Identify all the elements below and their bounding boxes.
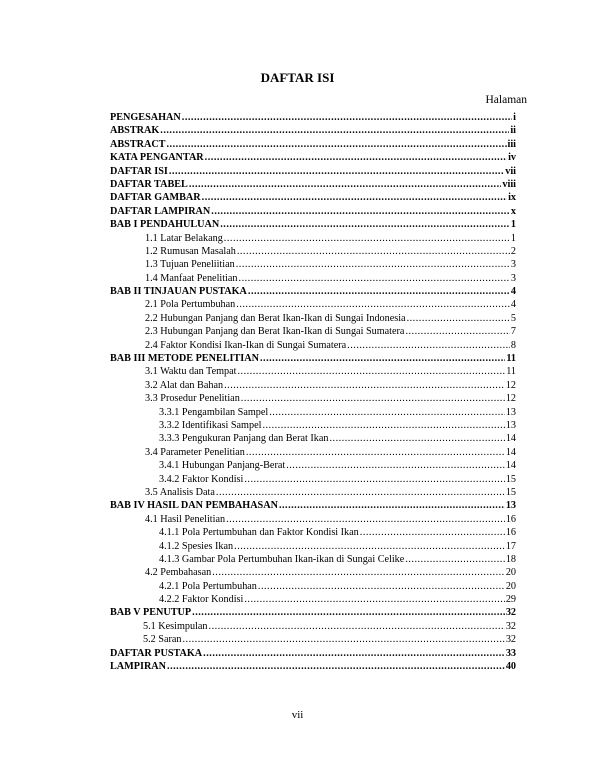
dot-leader [209,620,505,633]
toc-entry-label: 3.4.1 Hubungan Panjang-Berat [159,460,286,472]
toc-entry-page: 5 [510,312,516,324]
toc-entry-label: DAFTAR TABEL [110,178,188,190]
dot-leader [347,339,510,352]
dot-leader [246,446,505,459]
toc-entry-page: 8 [510,339,516,351]
toc-entry-page: iii [507,138,516,150]
toc-entry [110,205,516,218]
toc-entry-page: 13 [505,406,516,418]
toc-entry [110,245,516,258]
toc-entry-page: 4 [510,286,516,298]
dot-leader [205,151,507,164]
dot-leader [329,432,504,445]
toc-entry-page: 14 [505,433,516,445]
toc-entry [110,352,516,365]
toc-entry-page: 3 [510,259,516,271]
toc-entry [110,406,516,419]
toc-entry-page: 32 [505,620,516,632]
toc-entry-label: BAB IV HASIL DAN PEMBAHASAN [110,500,278,512]
toc-entry [110,526,516,539]
toc-entry [110,298,516,311]
page-number: vii [291,709,304,721]
dot-leader [260,352,505,365]
toc-entry-page: 11 [506,366,516,378]
dot-leader [167,660,505,673]
toc-entry-label: 1.3 Tujuan Peneliitian [145,259,235,271]
toc-entry [110,272,516,285]
toc-entry-label: 1.1 Latar Belakang [145,232,223,244]
toc-entry-page: 3 [510,272,516,284]
dot-leader [166,138,506,151]
toc-entry-page: 15 [505,473,516,485]
toc-entry-page: 7 [510,326,516,338]
toc-entry-label: 3.3.1 Pengambilan Sampel [159,406,269,418]
toc-entry-label: 2.1 Pola Pertumbuhan [145,299,236,311]
toc-entry-label: ABSTRACT [110,138,166,150]
toc-entry [110,647,516,660]
dot-leader [258,580,505,593]
page-title: DAFTAR ISI [260,70,335,85]
toc-entry-page: 1 [510,219,516,231]
halaman-label: Halaman [485,94,527,106]
toc-entry-label: 3.4.2 Faktor Kondisi [159,473,244,485]
dot-leader [262,419,504,432]
toc-entry [110,258,516,271]
toc-entry [110,111,516,124]
toc-entry [110,339,516,352]
dot-leader [212,566,505,579]
toc-entry-page: 33 [505,647,516,659]
toc-entry-page: 32 [505,607,516,619]
toc-entry-page: 2 [510,245,516,257]
toc-entry-page: 13 [505,500,516,512]
toc-entry-page: vii [505,165,516,177]
toc-entry-label: 4.1 Hasil Penelitian [145,513,226,525]
toc-entry-page: 29 [505,594,516,606]
dot-leader [182,633,504,646]
toc-entry-label: 4.2 Pembahasan [145,567,212,579]
toc-entry-page: i [513,112,516,123]
toc-entry [110,620,516,633]
toc-entry-label: 3.1 Waktu dan Tempat [145,366,237,378]
dot-leader [239,272,510,285]
toc-entry-page: 11 [506,353,516,365]
toc-entry-label: 3.3.3 Pengukuran Panjang dan Berat Ikan [159,433,329,445]
toc-entry-label: 4.1.2 Spesies Ikan [159,540,234,552]
toc-entry-label: 3.3.2 Identifikasi Sampel [159,419,262,431]
dot-leader [405,553,505,566]
dot-leader [248,285,510,298]
dot-leader [192,606,505,619]
toc-entry-label: 4.1.3 Gambar Pola Pertumbuhan Ikan-ikan di Sungai Celike [159,553,405,565]
toc-entry [110,499,516,512]
toc-entry-label: DAFTAR GAMBAR [110,192,201,204]
toc-entry [110,633,516,646]
dot-leader [244,473,504,486]
dot-leader [211,205,510,218]
dot-leader [279,499,505,512]
toc-entry-label: 2.3 Hubungan Panjang dan Berat Ikan-Ikan di Sungai Sumatera [145,326,405,338]
toc-entry-page: ix [508,192,516,204]
toc-entry [110,606,516,619]
dot-leader [244,593,504,606]
toc-entry-label: 2.4 Faktor Kondisi Ikan-Ikan di Sungai Sumatera [145,339,347,351]
toc-entry-page: viii [502,178,516,190]
toc-entry [110,593,516,606]
toc-entry [110,165,516,178]
toc-entry-label: BAB III METODE PENELITIAN [110,353,259,365]
toc-entry-label: LAMPIRAN [110,661,167,673]
toc-entry [110,513,516,526]
toc-entry [110,566,516,579]
toc-entry [110,419,516,432]
toc-entry-label: 1.4 Manfaat Penelitian [145,272,238,284]
dot-leader [269,406,505,419]
toc-entry-label: 4.2.1 Pola Pertumbuhan [159,580,257,592]
toc-entry-page: 20 [505,580,516,592]
toc-entry [110,218,516,231]
toc-entry-label: 4.2.2 Faktor Kondisi [159,594,244,606]
toc-entry [110,379,516,392]
toc-entry-label: PENGESAHAN [110,112,181,123]
toc-entry-label: 4.1.1 Pola Pertumbuhan dan Faktor Kondisi Ikan [159,527,359,539]
toc-entry [110,580,516,593]
toc-entry-page: 18 [505,553,516,565]
toc-entry [110,191,516,204]
dot-leader [160,124,509,137]
dot-leader [236,258,510,271]
dot-leader [189,178,502,191]
toc-entry-page: x [510,205,516,217]
dot-leader [405,325,509,338]
toc-entry-label: 3.5 Analisis Data [145,486,215,498]
dot-leader [237,365,505,378]
toc-entry-page: 15 [505,486,516,498]
toc-entry-page: 12 [505,393,516,405]
toc-entry [110,432,516,445]
toc-entry-label: ABSTRAK [110,125,160,137]
dot-leader [182,111,512,124]
toc-entry-page: 17 [505,540,516,552]
dot-leader [224,379,505,392]
toc-entry-label: 5.1 Kesimpulan [143,620,208,632]
toc-entry-page: 40 [505,661,516,673]
toc-entry-label: 3.4 Parameter Penelitian [145,446,245,458]
toc-entry-page: 13 [505,419,516,431]
toc-entry-label: 1.2 Rumusan Masalah [145,245,236,257]
toc-entry [110,540,516,553]
table-of-contents [110,111,516,673]
dot-leader [241,392,505,405]
toc-entry-label: BAB I PENDAHULUAN [110,219,220,231]
dot-leader [220,218,510,231]
toc-entry [110,138,516,151]
toc-entry-page: 4 [510,299,516,311]
toc-entry [110,151,516,164]
dot-leader [216,486,505,499]
toc-entry-page: iv [508,152,516,164]
dot-leader [224,232,510,245]
toc-entry [110,124,516,137]
toc-entry-page: 20 [505,567,516,579]
toc-entry-label: KATA PENGANTAR [110,152,204,164]
toc-entry [110,285,516,298]
toc-entry [110,473,516,486]
toc-entry-label: BAB II TINJAUAN PUSTAKA [110,286,247,298]
toc-entry-page: ii [510,125,516,137]
toc-entry [110,232,516,245]
toc-entry [110,660,516,673]
toc-entry [110,392,516,405]
toc-entry [110,459,516,472]
toc-entry [110,365,516,378]
dot-leader [236,298,510,311]
toc-entry-label: BAB V PENUTUP [110,607,192,619]
toc-entry-page: 32 [505,634,516,646]
dot-leader [234,540,505,553]
toc-entry-label: DAFTAR PUSTAKA [110,647,203,659]
toc-entry [110,325,516,338]
dot-leader [202,191,507,204]
dot-leader [407,312,510,325]
toc-entry [110,553,516,566]
toc-entry [110,312,516,325]
toc-entry-page: 16 [505,513,516,525]
toc-entry [110,178,516,191]
toc-entry-label: 5.2 Saran [143,634,182,646]
toc-entry-page: 16 [505,527,516,539]
toc-entry-page: 14 [505,446,516,458]
toc-entry [110,446,516,459]
toc-entry-label: 3.3 Prosedur Penelitian [145,393,240,405]
toc-entry-page: 12 [505,379,516,391]
dot-leader [237,245,510,258]
dot-leader [169,165,504,178]
toc-entry-label: DAFTAR ISI [110,165,168,177]
dot-leader [203,647,505,660]
dot-leader [226,513,505,526]
toc-entry-page: 14 [505,460,516,472]
toc-entry [110,486,516,499]
toc-entry-label: DAFTAR LAMPIRAN [110,205,211,217]
dot-leader [360,526,505,539]
toc-entry-label: 2.2 Hubungan Panjang dan Berat Ikan-Ikan di Sungai Indonesia [145,312,406,324]
toc-entry-page: 1 [510,232,516,244]
dot-leader [286,459,505,472]
toc-entry-label: 3.2 Alat dan Bahan [145,379,224,391]
